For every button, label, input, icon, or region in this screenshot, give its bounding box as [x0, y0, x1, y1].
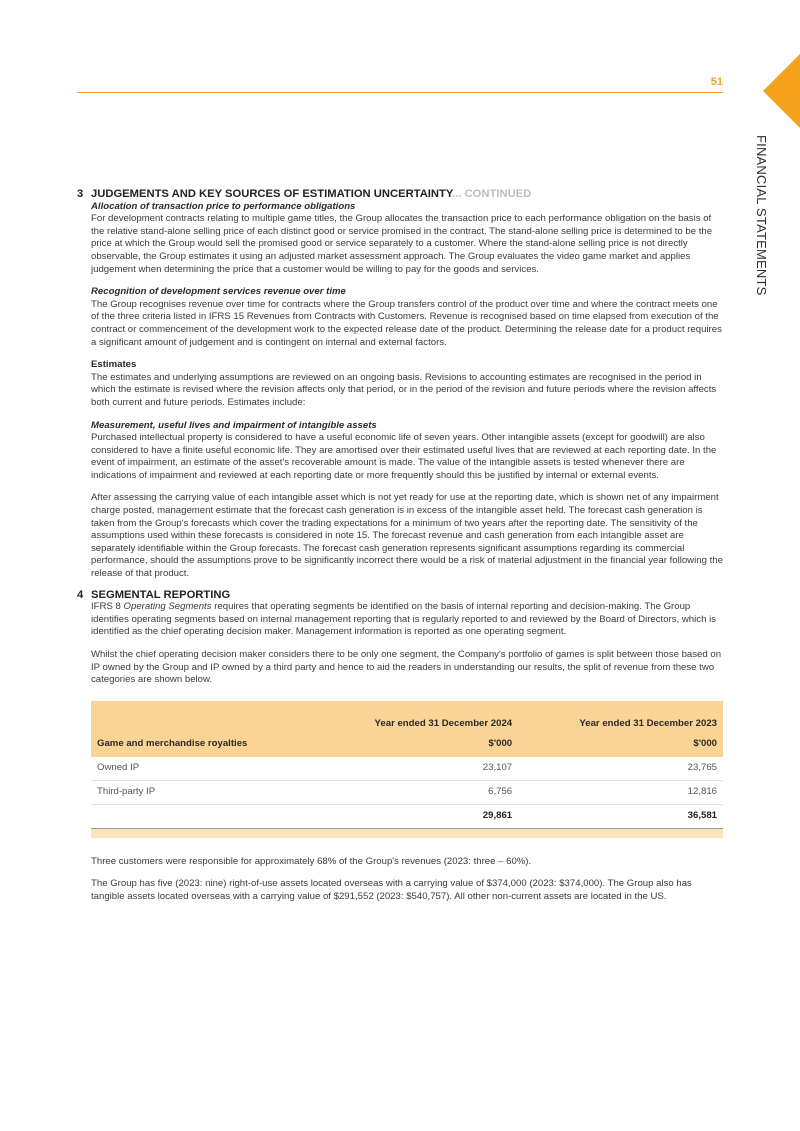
- segment-paragraph-1: [91, 601, 723, 639]
- ifrs-title: Operating Segments: [123, 601, 212, 613]
- continued-label: ... CONTINUED: [452, 188, 532, 200]
- segment-paragraph-1-rest: requires that operating segments be identified on the basis of internal reporting and decision-making. The Group identifies operating segments based on internal management reporting that is regularly reported to and reviewed by the Board of Directors, which is identified as the chief operating decision maker. Management information is reported as one operating segment.: [91, 601, 717, 638]
- table-row: [91, 780, 723, 804]
- ifrs-prefix: IFRS 8: [91, 601, 124, 613]
- total-2024: 29,861: [313, 804, 518, 828]
- table-row: [91, 757, 723, 781]
- main-content: [77, 188, 723, 904]
- total-row: [91, 804, 723, 828]
- col-heading-2023: Year ended 31 December 2023: [579, 718, 717, 730]
- unit-2023: $'000: [693, 738, 717, 750]
- recognition-paragraph: The Group recognises revenue over time for contracts where the Group transfers control of the product over time and where the contract meets one of the three criteria listed in IFRS 15 Revenues from Contracts with Customers. Revenue is recognised based on time elapsed from execution of the contract or commencement of the development work to the expected release date of the product. Determining the release date for a product requires a significant amount of judgement and is contingent on internal and external factors.: [91, 298, 722, 348]
- allocation-heading: Allocation of transaction price to performance obligations: [91, 200, 356, 212]
- value-2024: 23,107: [313, 757, 518, 781]
- measurement-paragraph: Purchased intellectual property is considered to have a useful economic life of seven years. Other intangible assets (except for goodwill) are also considered to have a finite useful economic life. They are amortised over their estimated useful lives that are reviewed at each reporting date. In the event of impairment, an estimate of the asset's recoverable amount is made. The value of the intangible assets is tested whenever there are indications of impairment and reviewed at each reporting date or more frequently should this be justified by internal or external events.: [91, 432, 717, 481]
- recognition-heading: Recognition of development services revenue over time: [91, 286, 346, 298]
- unit-2024: $'000: [488, 738, 513, 750]
- page-number: 51: [710, 76, 723, 88]
- header-rule: [77, 92, 723, 93]
- estimates-paragraph: The estimates and underlying assumptions are reviewed on an ongoing basis. Revisions to accounting estimates are recognised in the period in which the estimate is revised where the revision affects only that period, or in the period of the revision and future periods where the revision affects both current and future periods. Estimates include:: [91, 371, 717, 408]
- note-3-heading: [77, 188, 723, 201]
- section-tag: [749, 135, 789, 296]
- measurement-heading: Measurement, useful lives and impairment of intangible assets: [91, 419, 377, 431]
- row-label: Owned IP: [91, 757, 313, 781]
- allocation-paragraph: For development contracts relating to multiple game titles, the Group allocates the transaction price to each performance obligation on the basis of the relative stand-alone selling price of each distinct good or service promised in the contract. The stand-alone selling price is determined to be the price at which the Group would sell the promised good or service separately to a customer. Where the stand-alone selling price is not directly observable, the Group estimates it using an adjusted market assessment approach. The Group evaluates the video game market and applies judgement when determining the price that a customer would be willing to pay for the goods and services.: [91, 213, 713, 275]
- note-3-title: JUDGEMENTS AND KEY SOURCES OF ESTIMATION UNCERTAINTY: [91, 188, 453, 200]
- section-tag-label: FINANCIAL STATEMENTS: [754, 135, 769, 296]
- corner-tab: [763, 54, 800, 128]
- value-2024: 6,756: [313, 780, 518, 804]
- row-label-heading: Game and merchandise royalties: [97, 738, 248, 750]
- carrying-value-paragraph: After assessing the carrying value of each intangible asset which is not yet ready for use at the reporting date, which is shown net of any impairment charge posted, management estimate that the forecast cash generation is in excess of the intangible asset held. The forecast cash generation is taken from the Group's forecasts which cover the trading expectations for a minimum of two years after the reporting date. The sensitivity of the assumptions used within these forecasts is considered in note 15. The forecast revenue and cash generation from each intangible asset are separately identifiable within the Group forecasts. The forecast cash generation represents significant assumptions regarding its commercial performance, should the assumptions prove to be significantly incorrect there would be a risk of material adjustment in the financial year following the release of that product.: [91, 492, 723, 580]
- table-footer-band: [91, 828, 723, 838]
- estimates-heading: Estimates: [91, 359, 137, 371]
- revenue-table: [91, 701, 723, 838]
- segment-paragraph-2: Whilst the chief operating decision maker considers there to be only one segment, the Company's portfolio of games is split between those based on IP owned by the Group and IP owned by a third party and hence to aid the readers in understanding our results, the split of revenue from these two categories are shown below.: [91, 649, 722, 686]
- note-4-heading: [77, 588, 723, 602]
- value-2023: 23,765: [518, 757, 723, 781]
- note-4-number: 4: [77, 588, 84, 601]
- row-label: Third-party IP: [91, 780, 313, 804]
- assets-paragraph: The Group has five (2023: nine) right-of-use assets located overseas with a carrying value of $374,000 (2023: $374,000). The Group also has tangible assets located overseas with a carrying value of $291,552 (2023: $540,757). All other non-current assets are located in the US.: [91, 878, 692, 902]
- note-4-title: SEGMENTAL REPORTING: [91, 588, 231, 601]
- value-2023: 12,816: [518, 780, 723, 804]
- total-2023: 36,581: [518, 804, 723, 828]
- note-3-number: 3: [77, 188, 84, 200]
- col-heading-2024: Year ended 31 December 2024: [374, 718, 513, 730]
- customers-paragraph: Three customers were responsible for approximately 68% of the Group's revenues (2023: three – 60%).: [91, 855, 532, 867]
